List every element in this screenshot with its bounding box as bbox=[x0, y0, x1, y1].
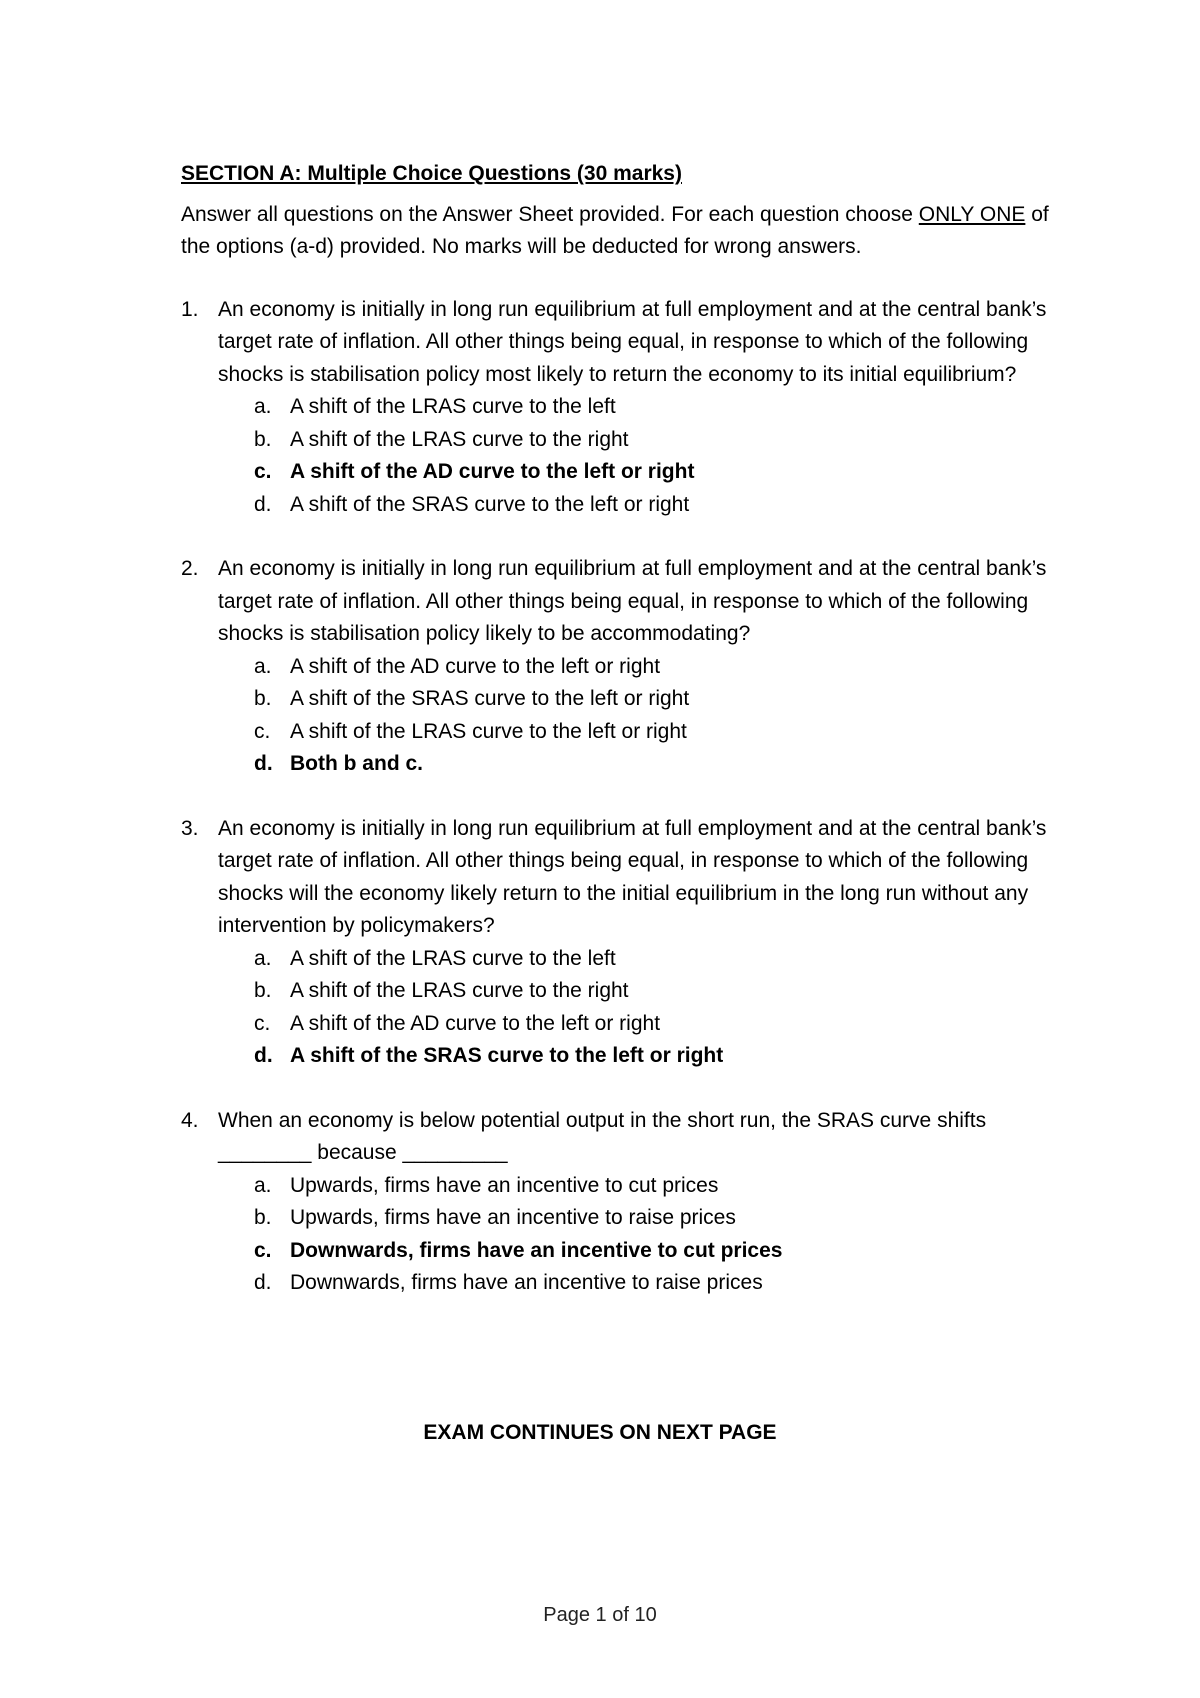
option-a bbox=[254, 943, 1051, 976]
question-3 bbox=[181, 813, 1051, 1073]
option-text: A shift of the LRAS curve to the left bbox=[290, 395, 616, 418]
option-a bbox=[254, 1170, 1051, 1203]
exam-continues-notice: EXAM CONTINUES ON NEXT PAGE bbox=[423, 1421, 777, 1444]
option-c bbox=[254, 1235, 1051, 1268]
option-c bbox=[254, 456, 1051, 489]
option-letter: a. bbox=[254, 395, 272, 418]
option-letter: c. bbox=[254, 460, 272, 483]
question-1 bbox=[181, 294, 1051, 522]
question-body bbox=[218, 1105, 1051, 1300]
option-letter: d. bbox=[254, 492, 272, 516]
option-list bbox=[218, 943, 1051, 1073]
option-letter: a. bbox=[254, 654, 272, 678]
option-b bbox=[254, 424, 1051, 457]
option-letter: d. bbox=[254, 1044, 273, 1067]
page-content bbox=[181, 158, 1051, 1332]
option-text: A shift of the SRAS curve to the left or right bbox=[290, 492, 690, 516]
option-letter: b. bbox=[254, 1206, 272, 1229]
option-letter: d. bbox=[254, 1271, 272, 1294]
option-list bbox=[218, 391, 1051, 521]
question-text: When an economy is below potential output in the short run, the SRAS curve shifts ________ because _________ bbox=[218, 1108, 987, 1164]
option-letter: d. bbox=[254, 752, 273, 775]
option-list bbox=[218, 1170, 1051, 1300]
option-text: A shift of the LRAS curve to the left or right bbox=[290, 719, 687, 743]
option-b bbox=[254, 1202, 1051, 1235]
option-text: A shift of the AD curve to the left or right bbox=[290, 460, 695, 483]
question-number: 1. bbox=[181, 297, 199, 321]
option-letter: a. bbox=[254, 946, 272, 970]
option-text: A shift of the LRAS curve to the left bbox=[290, 946, 616, 970]
option-c bbox=[254, 716, 1051, 749]
option-text: A shift of the AD curve to the left or right bbox=[290, 1011, 661, 1035]
question-number: 4. bbox=[181, 1108, 199, 1132]
option-a bbox=[254, 391, 1051, 424]
option-letter: b. bbox=[254, 427, 272, 451]
question-number: 2. bbox=[181, 557, 199, 580]
question-body bbox=[218, 294, 1051, 522]
option-d bbox=[254, 1040, 1051, 1073]
option-b bbox=[254, 683, 1051, 716]
option-text: A shift of the LRAS curve to the right bbox=[290, 427, 629, 451]
option-text: Both b and c. bbox=[290, 752, 423, 775]
option-text: A shift of the SRAS curve to the left or right bbox=[290, 687, 690, 710]
option-text: Downwards, firms have an incentive to raise prices bbox=[290, 1271, 763, 1294]
option-text: Upwards, firms have an incentive to cut prices bbox=[290, 1173, 719, 1197]
option-letter: b. bbox=[254, 687, 272, 710]
option-letter: a. bbox=[254, 1173, 272, 1197]
option-letter: b. bbox=[254, 979, 272, 1002]
question-text: An economy is initially in long run equilibrium at full employment and at the central bank’s target rate of inflation. All other things being equal, in response to which of the following shocks is stabilisation policy most likely to return the economy to its initial equilibrium? bbox=[218, 297, 1047, 386]
option-c bbox=[254, 1008, 1051, 1041]
option-list bbox=[218, 651, 1051, 781]
option-letter: c. bbox=[254, 719, 271, 743]
question-4 bbox=[181, 1105, 1051, 1300]
option-d bbox=[254, 489, 1051, 522]
question-body bbox=[218, 813, 1051, 1073]
option-d bbox=[254, 748, 1051, 781]
instructions-text-continued: of the options (a-d) provided. No marks will be deducted for wrong answers. bbox=[181, 202, 1049, 258]
question-text: An economy is initially in long run equilibrium at full employment and at the central bank’s target rate of inflation. All other things being equal, in response to which of the following shocks will the economy likely return to the initial equilibrium in the long run without any intervention by policymakers? bbox=[218, 816, 1047, 937]
instructions-emphasis: ONLY ONE bbox=[918, 202, 1026, 226]
option-a bbox=[254, 651, 1051, 684]
option-text: A shift of the LRAS curve to the right bbox=[290, 979, 629, 1002]
instructions bbox=[181, 199, 1051, 264]
page-number-footer: Page 1 of 10 bbox=[543, 1604, 657, 1626]
question-2 bbox=[181, 553, 1051, 781]
question-text: An economy is initially in long run equilibrium at full employment and at the central bank’s target rate of inflation. All other things being equal, in response to which of the following shocks is stabilisation policy likely to be accommodating? bbox=[218, 557, 1047, 645]
question-body bbox=[218, 553, 1051, 781]
option-d bbox=[254, 1267, 1051, 1300]
option-letter: c. bbox=[254, 1238, 272, 1262]
section-title: SECTION A: Multiple Choice Questions (30 marks) bbox=[181, 162, 682, 185]
option-letter: c. bbox=[254, 1011, 271, 1035]
instructions-text: Answer all questions on the Answer Sheet provided. For each question choose bbox=[181, 202, 919, 226]
option-b bbox=[254, 975, 1051, 1008]
option-text: A shift of the AD curve to the left or right bbox=[290, 654, 661, 678]
option-text: A shift of the SRAS curve to the left or right bbox=[290, 1044, 724, 1067]
option-text: Upwards, firms have an incentive to raise prices bbox=[290, 1206, 736, 1229]
option-text: Downwards, firms have an incentive to cut prices bbox=[290, 1238, 783, 1262]
question-number: 3. bbox=[181, 816, 199, 840]
